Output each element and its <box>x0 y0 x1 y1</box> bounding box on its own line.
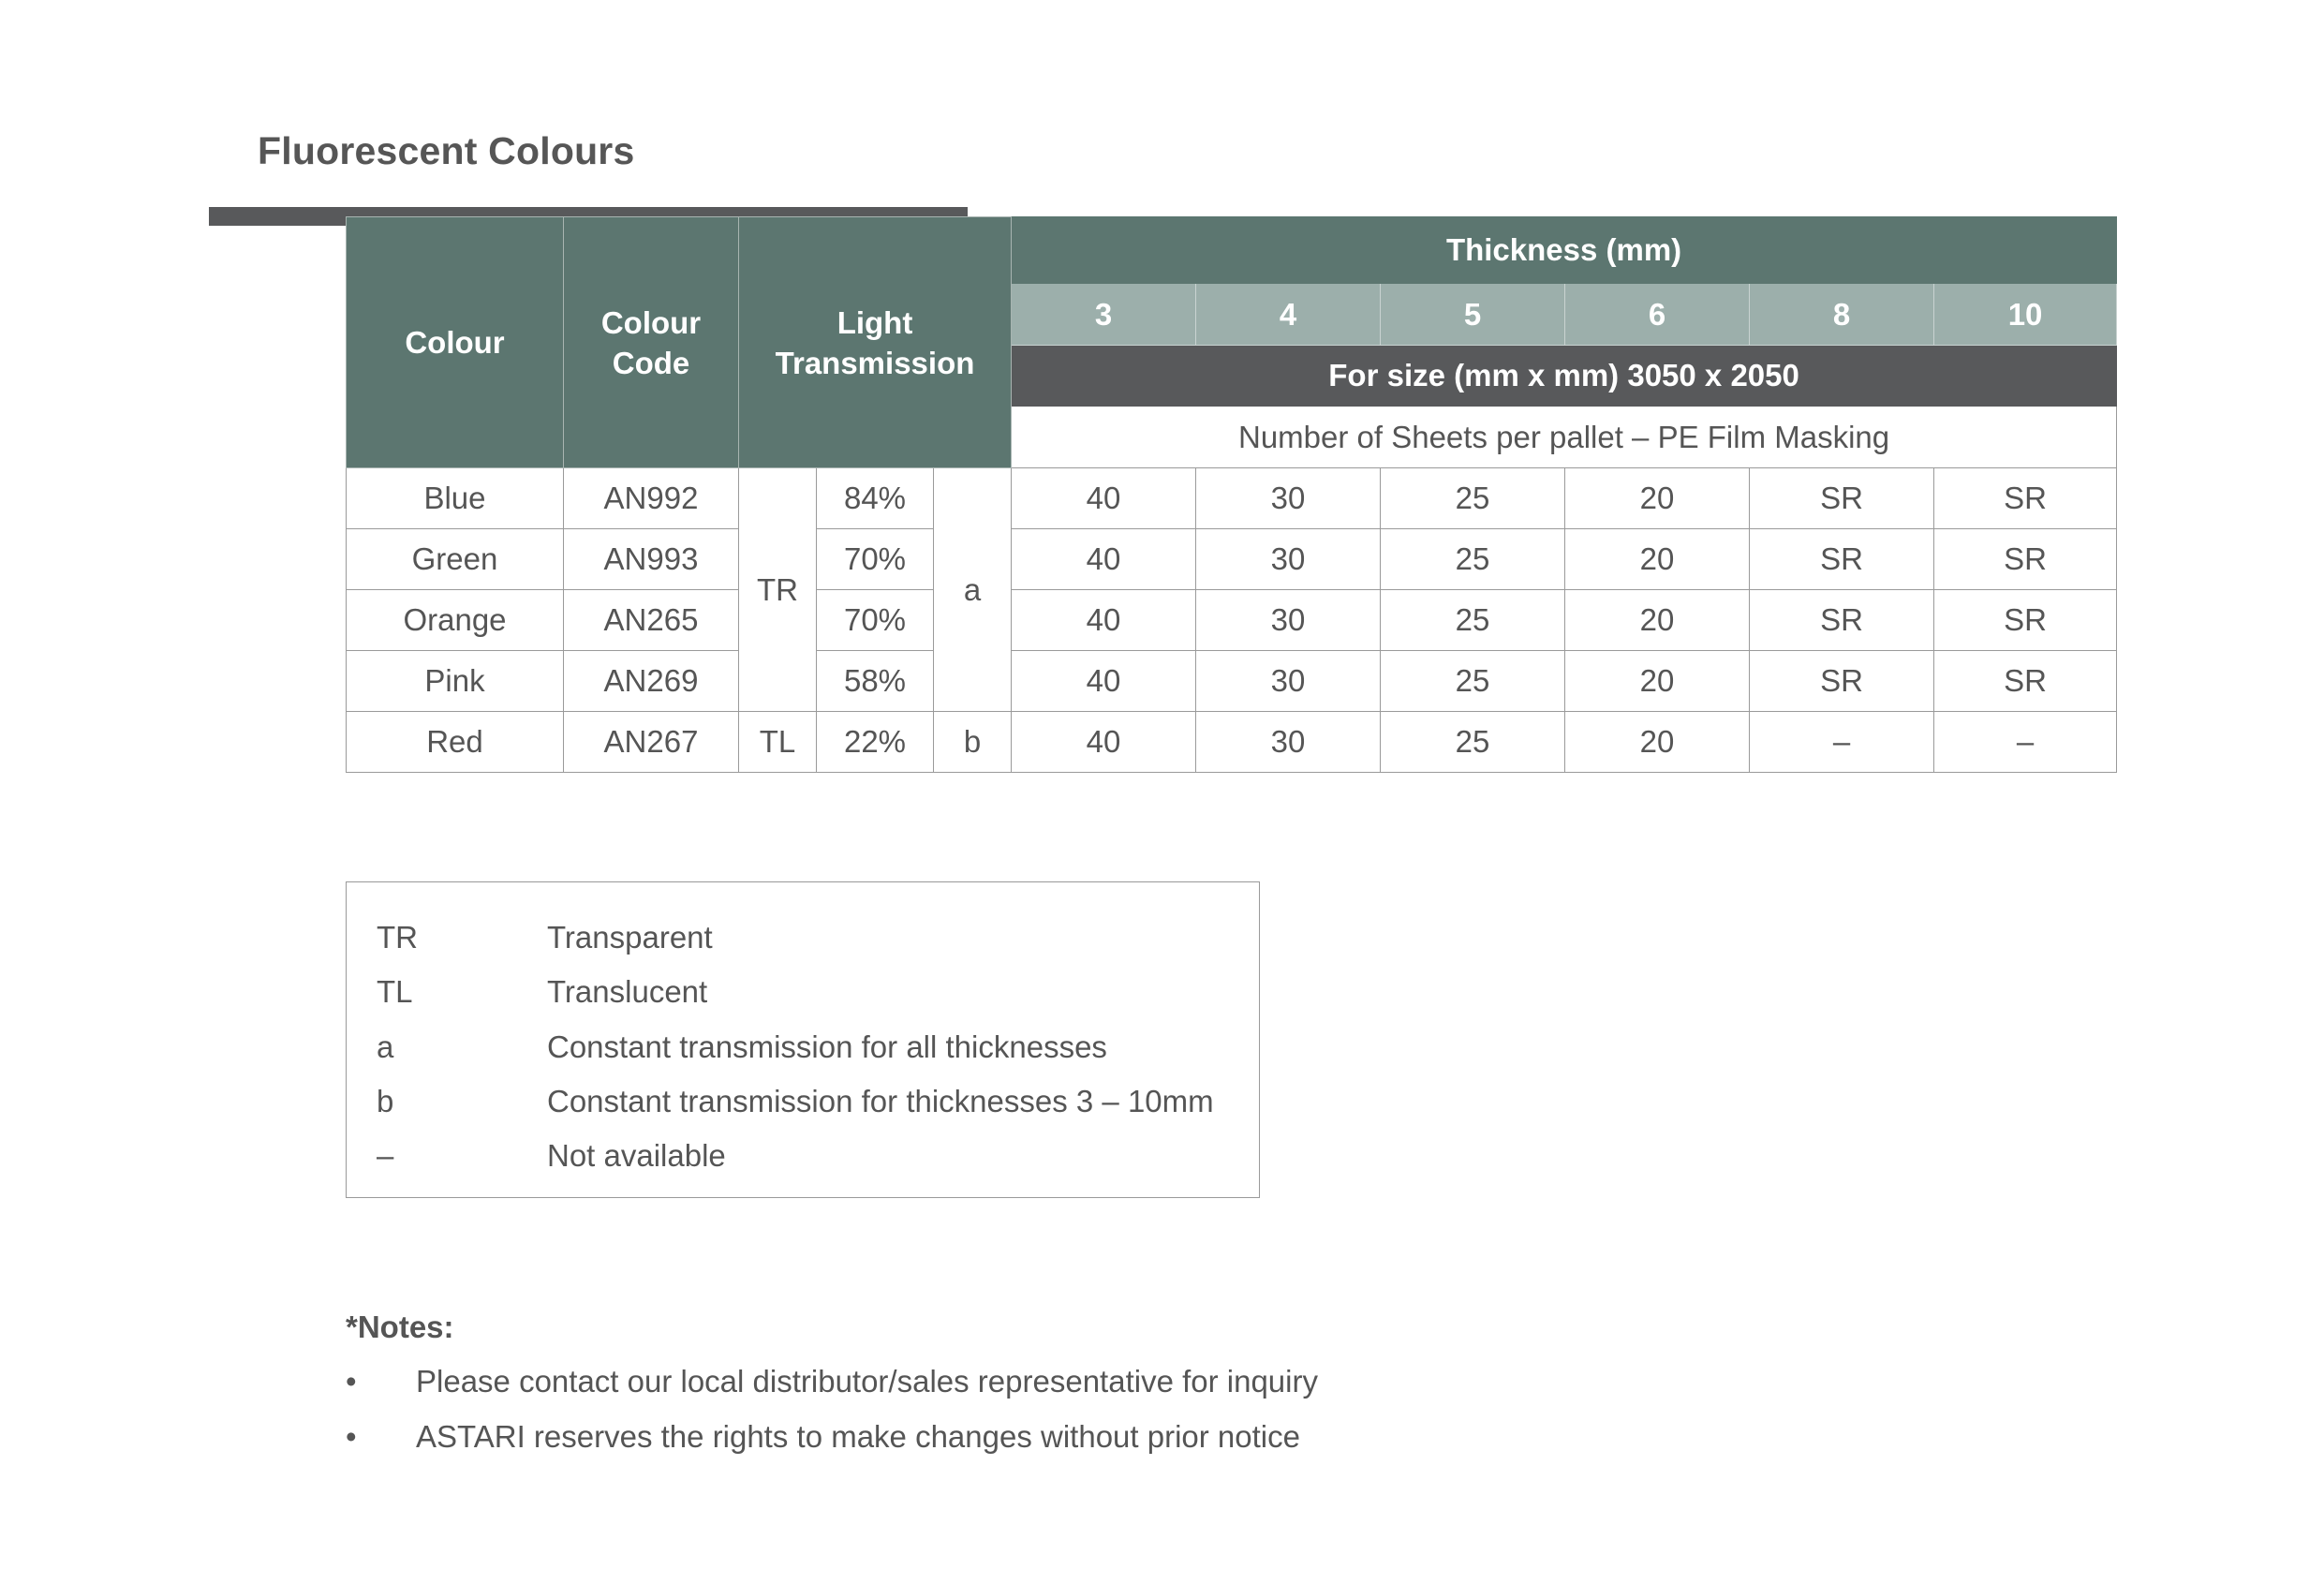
size-header: For size (mm x mm) 3050 x 2050 <box>1012 346 2117 407</box>
type-cell: TL <box>739 712 817 773</box>
percent-cell: 70% <box>817 529 934 590</box>
sheets-cell: 25 <box>1381 651 1565 712</box>
sheets-cell: SR <box>1750 651 1934 712</box>
sheets-cell: 20 <box>1565 590 1750 651</box>
percent-cell: 58% <box>817 651 934 712</box>
sheets-cell: SR <box>1934 468 2117 529</box>
table-row <box>347 712 2117 773</box>
sheets-header: Number of Sheets per pallet – PE Film Masking <box>1012 407 2117 468</box>
sheets-cell: 25 <box>1381 590 1565 651</box>
table-row <box>347 468 2117 529</box>
legend-desc: Constant transmission for all thicknesses <box>547 1029 1107 1064</box>
legend-code: – <box>377 1138 394 1173</box>
sheets-cell: SR <box>1934 529 2117 590</box>
sheets-cell: 40 <box>1012 529 1196 590</box>
sheets-cell: SR <box>1934 651 2117 712</box>
percent-cell: 70% <box>817 590 934 651</box>
table-row <box>347 590 2117 651</box>
percent-cell: 22% <box>817 712 934 773</box>
sheets-cell: 30 <box>1196 590 1381 651</box>
colour-cell: Green <box>347 529 564 590</box>
thickness-value: 10 <box>1934 284 2117 346</box>
sheets-cell: 20 <box>1565 529 1750 590</box>
header-colour-code: Colour Code <box>564 217 739 468</box>
table-row <box>347 651 2117 712</box>
sheets-cell: SR <box>1750 529 1934 590</box>
type-cell: TR <box>739 468 817 712</box>
legend-desc: Transparent <box>547 920 713 955</box>
legend-code: TR <box>377 920 418 955</box>
code-cell: AN269 <box>564 651 739 712</box>
sheets-cell: – <box>1750 712 1934 773</box>
colour-cell: Pink <box>347 651 564 712</box>
note-text: ASTARI reserves the rights to make changes without prior notice <box>416 1419 1300 1454</box>
sheets-cell: 40 <box>1012 468 1196 529</box>
table-row <box>347 529 2117 590</box>
thickness-value: 5 <box>1381 284 1565 346</box>
code-cell: AN267 <box>564 712 739 773</box>
sheets-cell: SR <box>1750 590 1934 651</box>
legend-desc: Constant transmission for thicknesses 3 – 10mm <box>547 1084 1214 1118</box>
legend-desc: Translucent <box>547 974 708 1009</box>
sheets-cell: 25 <box>1381 712 1565 773</box>
sheets-cell: – <box>1934 712 2117 773</box>
page-title: Fluorescent Colours <box>258 129 635 172</box>
bullet-icon: • <box>346 1364 357 1399</box>
sheets-cell: SR <box>1934 590 2117 651</box>
note-text: Please contact our local distributor/sales representative for inquiry <box>416 1364 1318 1399</box>
header-thickness: Thickness (mm) <box>1012 217 2117 284</box>
colour-cell: Orange <box>347 590 564 651</box>
thickness-value: 3 <box>1012 284 1196 346</box>
sheets-cell: 30 <box>1196 468 1381 529</box>
sheets-cell: 30 <box>1196 712 1381 773</box>
sheets-cell: 25 <box>1381 529 1565 590</box>
sheets-cell: 30 <box>1196 651 1381 712</box>
note-cell: a <box>934 468 1012 712</box>
bullet-icon: • <box>346 1419 357 1454</box>
sheets-cell: 40 <box>1012 590 1196 651</box>
legend-code: a <box>377 1029 394 1064</box>
colour-cell: Blue <box>347 468 564 529</box>
sheets-cell: 25 <box>1381 468 1565 529</box>
header-light-transmission: Light Transmission <box>739 217 1012 468</box>
specification-table <box>346 216 2117 773</box>
thickness-value: 8 <box>1750 284 1934 346</box>
sheets-cell: 20 <box>1565 651 1750 712</box>
header-colour: Colour <box>347 217 564 468</box>
thickness-value: 4 <box>1196 284 1381 346</box>
legend-code: TL <box>377 974 413 1009</box>
percent-cell: 84% <box>817 468 934 529</box>
code-cell: AN993 <box>564 529 739 590</box>
legend-desc: Not available <box>547 1138 726 1173</box>
thickness-value: 6 <box>1565 284 1750 346</box>
sheets-cell: 20 <box>1565 468 1750 529</box>
sheets-cell: 30 <box>1196 529 1381 590</box>
sheets-cell: 40 <box>1012 712 1196 773</box>
colour-cell: Red <box>347 712 564 773</box>
code-cell: AN992 <box>564 468 739 529</box>
notes-title: *Notes: <box>346 1310 454 1344</box>
note-cell: b <box>934 712 1012 773</box>
sheets-cell: 40 <box>1012 651 1196 712</box>
code-cell: AN265 <box>564 590 739 651</box>
legend-box <box>346 881 1260 1198</box>
sheets-cell: SR <box>1750 468 1934 529</box>
sheets-cell: 20 <box>1565 712 1750 773</box>
legend-code: b <box>377 1084 394 1118</box>
